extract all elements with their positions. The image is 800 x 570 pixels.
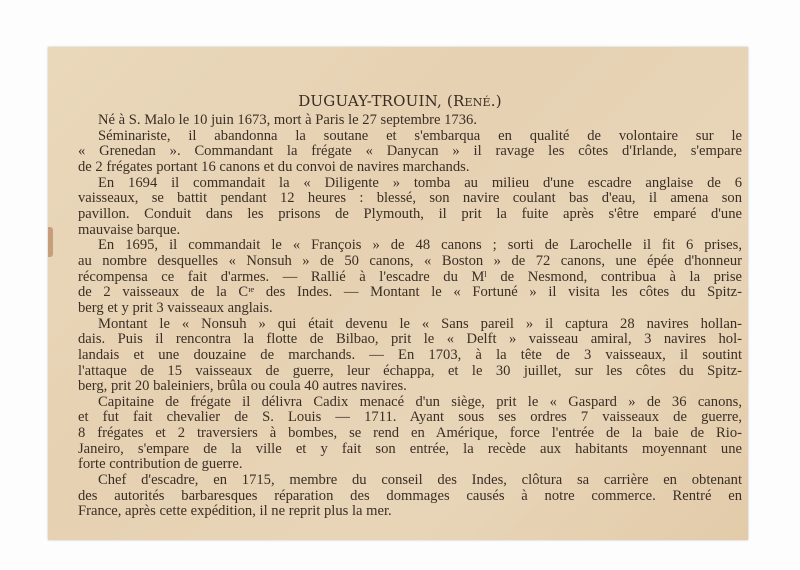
text-line: landais et une douzaine de marchands. — En 1703, à la tête de 3 vaisseaux, il soutint: [78, 346, 742, 363]
paragraph: [78, 113, 742, 129]
text-line: En 1694 il commandait la « Diligente » tomba au milieu d'une escadre anglaise de 6: [98, 174, 742, 191]
paragraph: [78, 473, 742, 520]
text-line: berg et y prit 3 vaisseaux anglais.: [78, 299, 273, 316]
text-line: pavillon. Conduit dans les prisons de Plymouth, il prit la fuite après s'être emparé d'une: [78, 205, 742, 222]
text-line: Janeiro, s'empare de la ville et y fait son entrée, la recède aux habitants moyennant une: [78, 440, 742, 457]
text-line: Né à S. Malo le 10 juin 1673, mort à Paris le 27 septembre 1736.: [98, 112, 477, 128]
text-line: berg, prit 20 baleiniers, brûla ou coula 40 autres navires.: [78, 378, 407, 395]
text-line: « Grenedan ». Commandant la frégate « Danycan » il ravage les côtes d'Irlande, s'empare: [78, 143, 742, 160]
text-line: En 1695, il commandait le « François » de 48 canons ; sorti de Larochelle il fit 6 prises,: [98, 237, 742, 254]
text-line: de 2 frégates portant 16 canons et du convoi de navires marchands.: [78, 158, 470, 175]
text-line: de 2 vaisseaux de la Cᶦᵉ des Indes. — Montant le « Fortuné » il visita les côtes du Spitz-: [78, 284, 742, 301]
paragraph: [78, 317, 742, 395]
paragraph: [78, 238, 742, 316]
paragraph: [78, 395, 742, 473]
text-line: Montant le « Nonsuh » qui était devenu le « Sans pareil » il captura 28 navires hollan-: [98, 315, 742, 332]
text-line: Capitaine de frégate il délivra Cadix menacé d'un siège, prit le « Gaspard » de 36 canons,: [98, 393, 742, 410]
text-line: forte contribution de guerre.: [78, 456, 243, 473]
title-surname: DUGUAY-TROUIN,: [298, 92, 442, 110]
text-line: dais. Puis il rencontra la flotte de Bilbao, prit le « Delft » vaisseau amiral, 3 navires hol-: [78, 331, 742, 348]
text-line: des autorités barbaresques réparation des dommages causés à notre commerce. Rentré en: [78, 487, 742, 504]
text-line: France, après cette expédition, il ne reprit plus la mer.: [78, 503, 392, 520]
text-line: Chef d'escadre, en 1715, membre du conseil des Indes, clôtura sa carrière en obtenant: [98, 472, 742, 489]
text-line: vaisseaux, se battit pendant 12 heures : blessé, son navire coulant bas d'eau, il amena son: [78, 190, 742, 207]
text-line: et fut fait chevalier de S. Louis — 1711. Ayant sous ses ordres 7 vaisseaux de guerre,: [78, 409, 742, 426]
paragraph: [78, 176, 742, 239]
text-line: l'attaque de 15 vaisseaux de guerre, leur échappa, et le 30 juillet, sur les côtes du Spitz-: [78, 362, 742, 379]
paragraph: [78, 129, 742, 176]
card-title: [0, 92, 800, 110]
text-line: au nombre desquelles « Nonsuh » de 50 canons, « Boston » de 72 canons, une épée d'honneur: [78, 252, 742, 269]
text-line: mauvaise barque.: [78, 221, 181, 238]
text-line: Séminariste, il abandonna la soutane et s'embarqua en qualité de volontaire sur le: [98, 127, 742, 144]
title-given-name: (René.): [446, 92, 502, 110]
biography-text: [78, 113, 742, 520]
text-line: récompensa ce fait d'armes. — Rallié à l'escadre du Mˡ de Nesmond, contribua à la prise: [78, 268, 742, 285]
text-line: 8 frégates et 2 traversiers à bombes, se rend en Amérique, force l'entrée de la baie de Rio-: [78, 425, 742, 442]
